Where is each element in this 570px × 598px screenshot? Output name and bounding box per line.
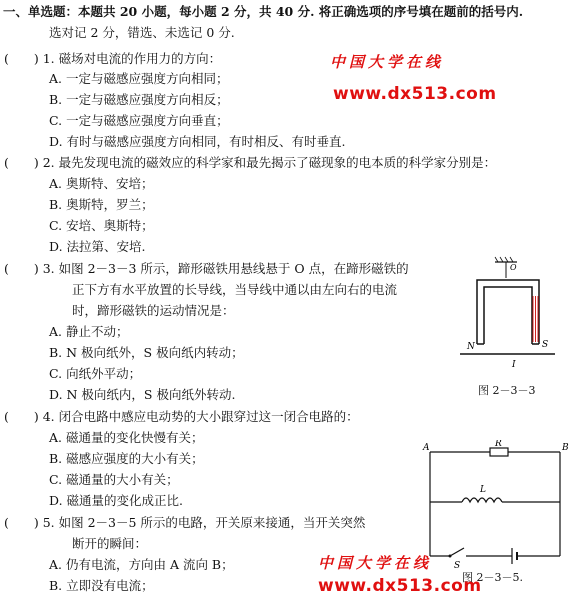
figure1-caption: 图 2－3－3	[478, 384, 536, 397]
watermark-url-top: www.dx513.com	[333, 84, 497, 104]
watermark-url-bottom: www.dx513.com	[318, 576, 482, 596]
question-3-stem-cont-2: 时，蹄形磁铁的运动情况是：	[72, 303, 235, 318]
question-5-stem: ( ) 5. 如图 2－3－5 所示的电路，开关原来接通，当开关突然	[4, 515, 366, 530]
figure1-label-o: O	[510, 263, 517, 272]
figure1-label-s: S	[542, 340, 549, 350]
figure-circuit	[420, 440, 570, 570]
figure1-label-i: I	[512, 360, 516, 370]
question-3-option-a: A. 静止不动；	[49, 324, 129, 339]
watermark-cn-bottom: 中国大学在线	[318, 554, 433, 572]
question-3-option-b: B. N 极向纸外，S 极向纸内转动；	[49, 345, 244, 360]
figure-horseshoe-magnet	[455, 256, 560, 381]
question-2-stem: ( ) 2. 最先发现电流的磁效应的科学家和最先揭示了磁现象的电本质的科学家分别是：	[4, 155, 497, 170]
question-4-option-d: D. 磁通量的变化成正比.	[49, 493, 183, 508]
question-4-stem: ( ) 4. 闭合电路中感应电动势的大小跟穿过这一闭合电路的：	[4, 409, 359, 424]
figure1-label-n: N	[467, 342, 475, 352]
question-1-option-b: B. 一定与磁感应强度方向相反；	[49, 92, 229, 107]
figure2-label-b: B	[562, 443, 569, 453]
question-2-option-c: C. 安培、奥斯特；	[49, 218, 154, 233]
question-2-option-a: A. 奥斯特、安培；	[49, 176, 154, 191]
question-5-option-b: B. 立即没有电流；	[49, 578, 154, 593]
figure2-caption: 图 2－3－5.	[462, 571, 523, 584]
watermark-cn-top: 中国大学在线	[330, 53, 445, 71]
section-intro-line1: 一、单选题：本题共 20 小题，每小题 2 分，共 40 分. 将正确选项的序号填在题前的括号内.	[3, 4, 524, 19]
question-4-option-a: A. 磁通量的变化快慢有关；	[49, 430, 204, 445]
question-4-option-c: C. 磁通量的大小有关；	[49, 472, 179, 487]
figure2-label-r: R	[495, 440, 502, 449]
section-intro-line2: 选对记 2 分，错选、未选记 0 分.	[49, 25, 235, 40]
question-3-option-c: C. 向纸外平动；	[49, 366, 142, 381]
figure2-label-a: A	[423, 443, 430, 453]
question-1-option-c: C. 一定与磁感应强度方向垂直；	[49, 113, 229, 128]
question-2-option-d: D. 法拉第、安培.	[49, 239, 146, 254]
question-1-option-a: A. 一定与磁感应强度方向相同；	[49, 71, 229, 86]
question-5-option-a: A. 仍有电流，方向由 A 流向 B；	[49, 557, 234, 572]
question-3-option-d: D. N 极向纸内，S 极向纸外转动.	[49, 387, 236, 402]
question-4-option-b: B. 磁感应强度的大小有关；	[49, 451, 204, 466]
figure2-label-l: L	[480, 485, 486, 495]
question-2-option-b: B. 奥斯特，罗兰；	[49, 197, 154, 212]
question-5-stem-cont-1: 断开的瞬间：	[72, 536, 148, 551]
question-3-stem-cont-1: 正下方有水平放置的长导线，当导线中通以由左向右的电流	[72, 282, 398, 297]
question-1-option-d: D. 有时与磁感应强度方向相同，有时相反、有时垂直.	[49, 134, 346, 149]
question-3-stem: ( ) 3. 如图 2－3－3 所示，蹄形磁铁用悬线悬于 O 点，在蹄形磁铁的	[4, 261, 409, 276]
question-1-stem: ( ) 1. 磁场对电流的作用力的方向：	[4, 51, 222, 66]
figure2-label-s: S	[454, 561, 461, 570]
